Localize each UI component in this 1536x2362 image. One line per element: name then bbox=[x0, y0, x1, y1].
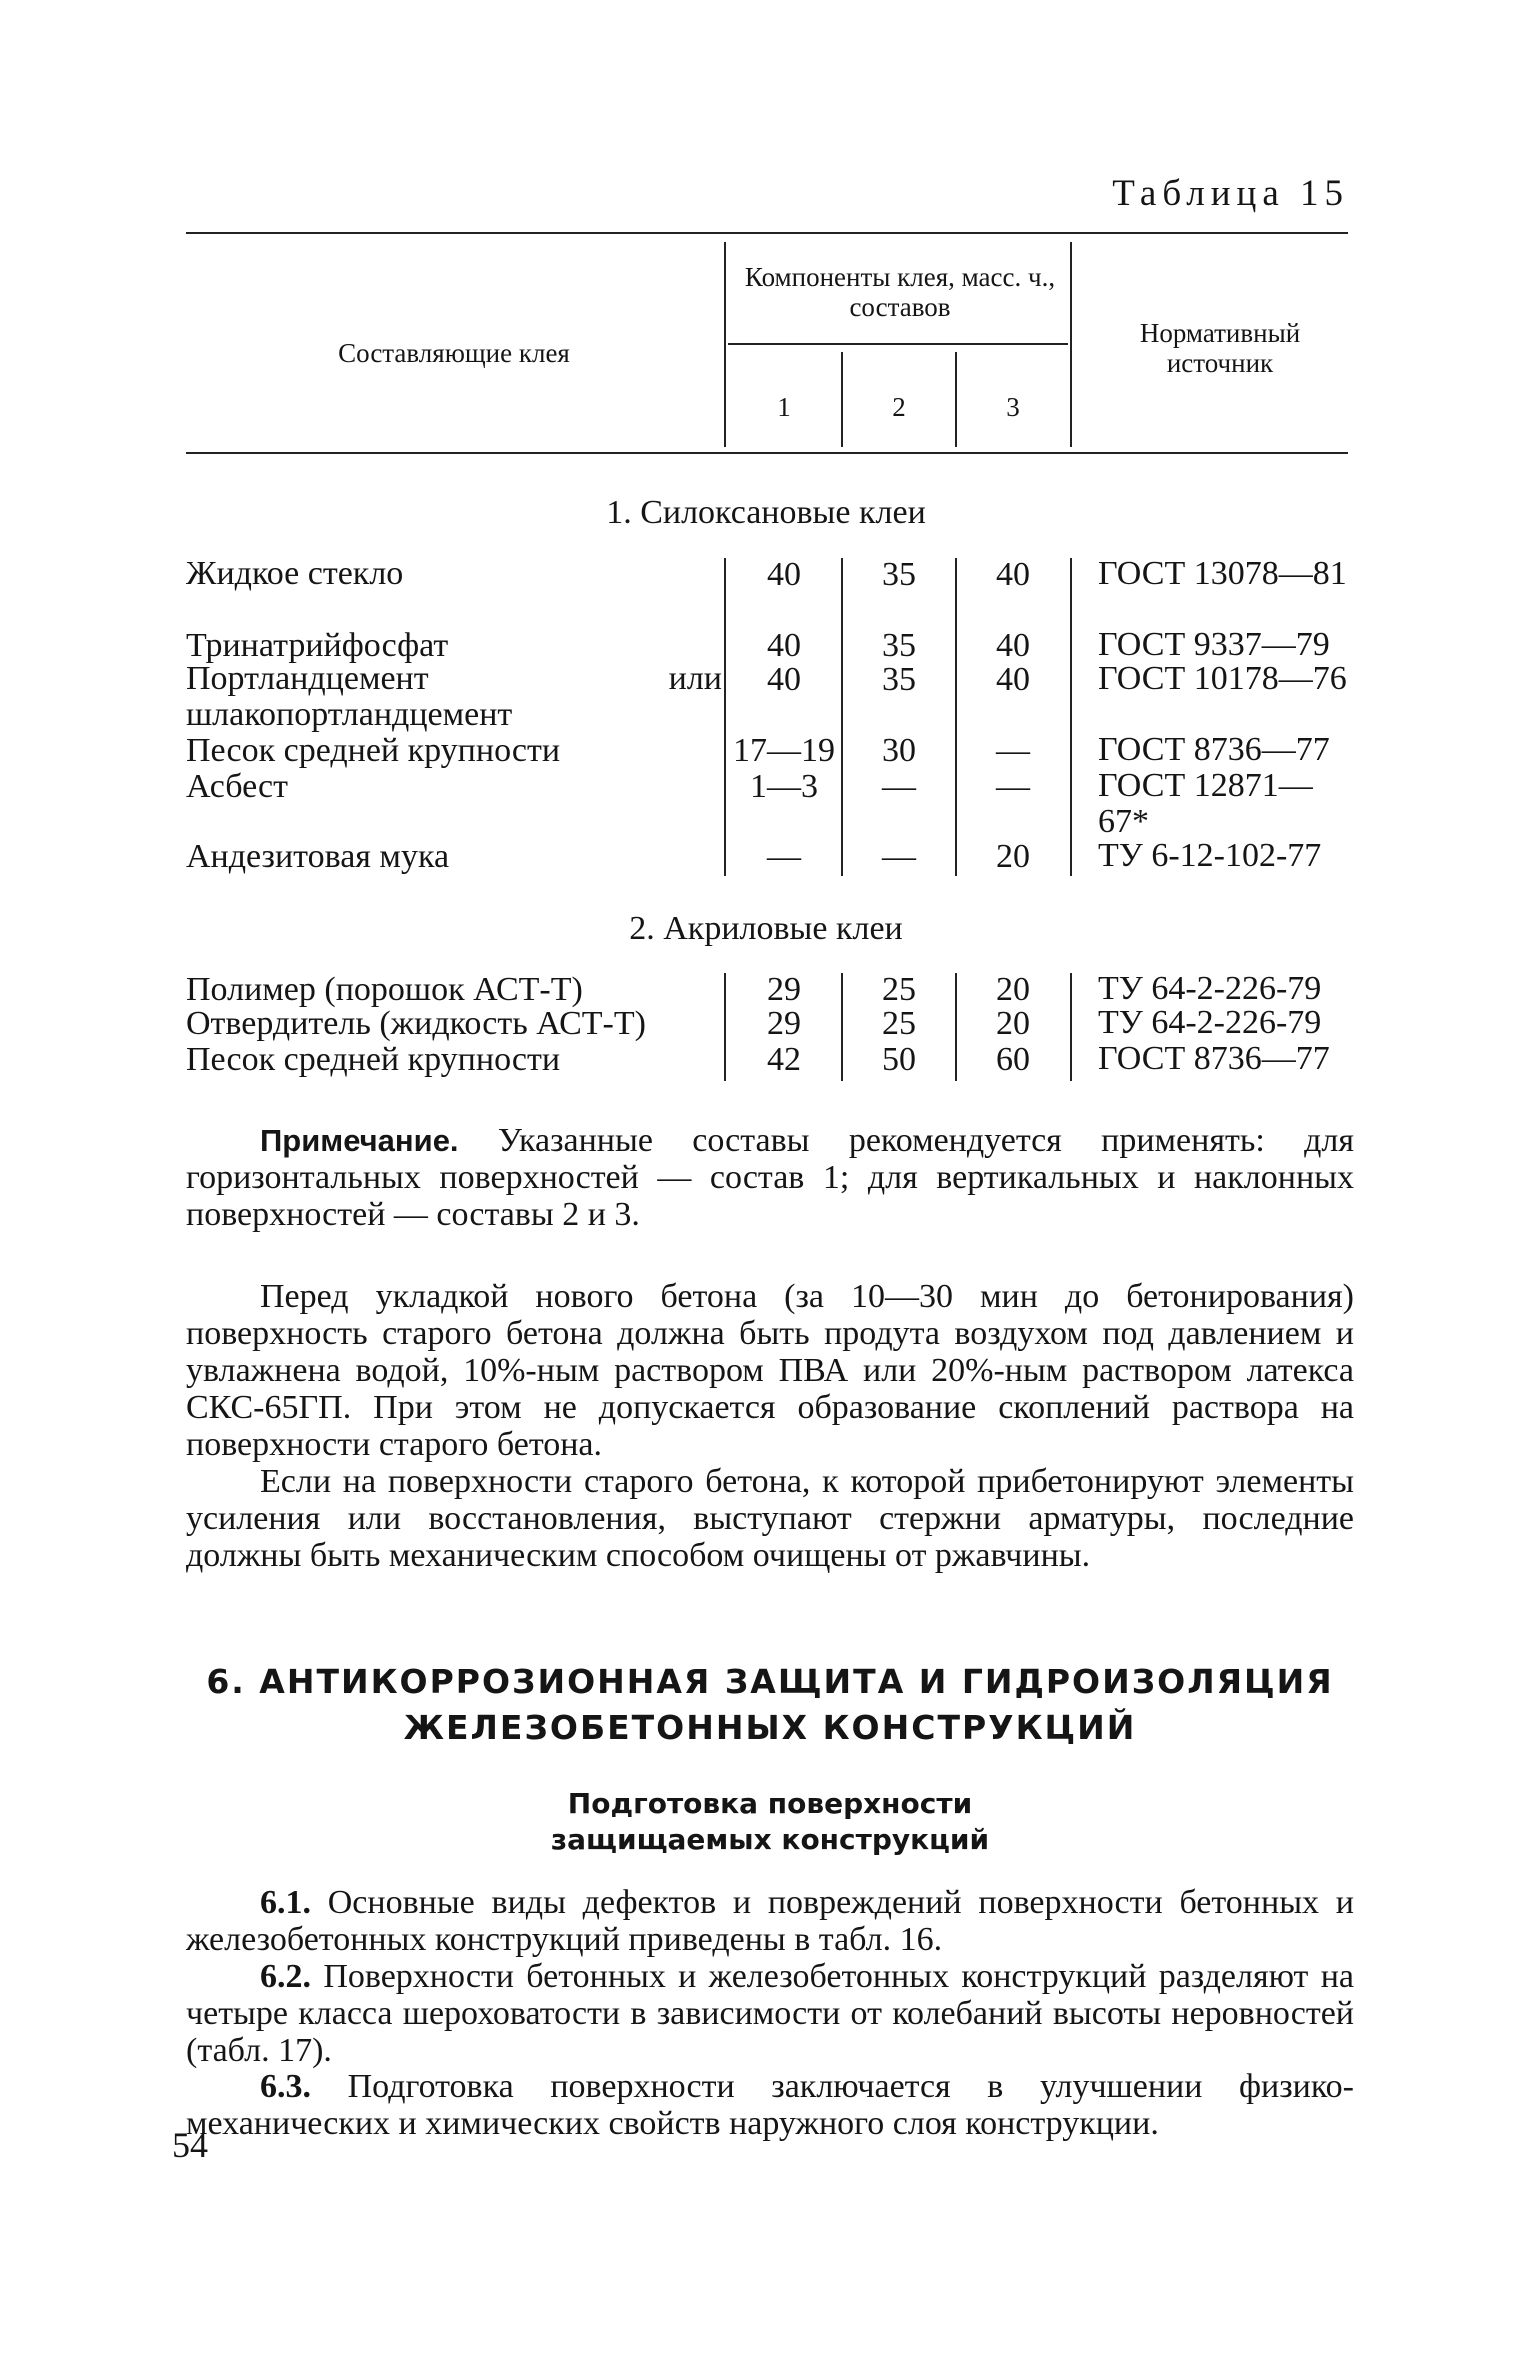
header-sub-2: 2 bbox=[892, 392, 906, 422]
row-value: 20 bbox=[996, 838, 1030, 875]
row-value: 60 bbox=[996, 1041, 1030, 1078]
row-value: 42 bbox=[767, 1041, 801, 1078]
table-note bbox=[186, 1122, 1354, 1233]
table-subheader-rule bbox=[728, 343, 1068, 345]
row-source: ГОСТ 8736—77 bbox=[1098, 731, 1330, 768]
page-number: 54 bbox=[172, 2125, 208, 2165]
row-value: — bbox=[882, 838, 916, 875]
paragraph: Перед укладкой нового бетона (за 10—30 мин до бетонирования) поверхность старого бетона должна быть продута воздухом под давлением и увлажнена водой, 10%-ным раствором ПВА или 20%-ным раствором латекса СКС-65ГП. При этом не допускается образование скоплений раствора на поверхности старого бетона. bbox=[186, 1278, 1354, 1463]
row-source: ГОСТ 10178—76 bbox=[1098, 660, 1347, 697]
row-value: — bbox=[767, 838, 801, 875]
row-name: Тринатрийфосфат bbox=[186, 627, 449, 664]
subsection-title-line-2: защищаемых конструкций bbox=[550, 1823, 990, 1856]
table-top-rule bbox=[186, 232, 1348, 234]
header-sub-3: 3 bbox=[1006, 392, 1020, 422]
row-value: 35 bbox=[882, 661, 916, 698]
row-value: — bbox=[996, 768, 1030, 805]
row-name: Отвердитель (жидкость АСТ-Т) bbox=[186, 1005, 646, 1042]
header-components: Составляющие клея bbox=[338, 338, 570, 368]
body-divider bbox=[955, 558, 957, 876]
row-value: 25 bbox=[882, 1005, 916, 1042]
row-value: 50 bbox=[882, 1041, 916, 1078]
row-name: Асбест bbox=[186, 768, 288, 805]
row-value: 40 bbox=[996, 627, 1030, 664]
row-value: 25 bbox=[882, 971, 916, 1008]
item-text: Поверхности бетонных и железобетонных конструкций разделяют на четыре класса шероховатости в зависимости от колебаний высоты неровностей (табл. 17). bbox=[186, 1958, 1355, 2069]
paragraph: Если на поверхности старого бетона, к которой прибетонируют элементы усиления или восстановления, выступают стержни арматуры, последние должны быть механическим способом очищены от ржавчины. bbox=[186, 1463, 1354, 1574]
row-value: — bbox=[996, 732, 1030, 769]
body-divider bbox=[1070, 973, 1072, 1081]
item-text: Подготовка поверхности заключается в улучшении физико-механических и химических свойств наружного слоя конструкции. bbox=[186, 2068, 1354, 2142]
row-source: ГОСТ 8736—77 bbox=[1098, 1040, 1330, 1077]
row-value: 20 bbox=[996, 971, 1030, 1008]
row-name: Андезитовая мука bbox=[186, 838, 450, 875]
subsection-title-line-1: Подготовка поверхности bbox=[567, 1787, 973, 1820]
table-row bbox=[186, 556, 403, 592]
row-value: 40 bbox=[767, 627, 801, 664]
row-source: ГОСТ 13078—81 bbox=[1098, 555, 1347, 592]
row-source: ТУ 6-12-102-77 bbox=[1098, 837, 1322, 874]
section-1-title: 1. Силоксановые клеи bbox=[606, 494, 926, 531]
item-number: 6.2. bbox=[260, 1958, 311, 1995]
body-divider bbox=[841, 558, 843, 876]
row-name: Песок средней крупности bbox=[186, 732, 561, 769]
row-value: 17—19 bbox=[733, 732, 835, 769]
numbered-item bbox=[186, 1958, 1354, 2069]
body-divider bbox=[724, 973, 726, 1081]
row-value: 29 bbox=[767, 1005, 801, 1042]
row-name: Портландцемент или шлакопортландцемент bbox=[186, 660, 722, 733]
row-value: 40 bbox=[996, 661, 1030, 698]
row-value: 40 bbox=[996, 556, 1030, 593]
item-text: Основные виды дефектов и повреждений поверхности бетонных и железобетонных конструкций приведены в табл. 16. bbox=[186, 1884, 1354, 1958]
section-6-title-line-1: 6. АНТИКОРРОЗИОННАЯ ЗАЩИТА И ГИДРОИЗОЛЯЦИЯ bbox=[206, 1662, 1334, 1701]
header-group: Компоненты клея, масс. ч., составов bbox=[744, 262, 1056, 322]
numbered-item bbox=[186, 1884, 1354, 1958]
body-divider bbox=[1070, 558, 1072, 876]
row-value: 1—3 bbox=[750, 768, 818, 805]
table-title: Таблица 15 bbox=[1112, 173, 1349, 214]
row-value: 20 bbox=[996, 1005, 1030, 1042]
numbered-item bbox=[186, 2068, 1354, 2142]
row-name: Песок средней крупности bbox=[186, 1041, 561, 1078]
note-label: Примечание. bbox=[260, 1123, 459, 1158]
row-source: ГОСТ 9337—79 bbox=[1098, 626, 1330, 663]
row-source: ТУ 64-2-226-79 bbox=[1098, 1004, 1322, 1041]
row-source: ТУ 64-2-226-79 bbox=[1098, 970, 1322, 1007]
item-number: 6.1. bbox=[260, 1884, 311, 1921]
header-divider bbox=[724, 242, 726, 447]
row-value: 40 bbox=[767, 556, 801, 593]
header-source: Нормативный источник bbox=[1139, 318, 1301, 378]
row-name: Полимер (порошок АСТ-Т) bbox=[186, 971, 583, 1008]
row-value: 35 bbox=[882, 627, 916, 664]
section-6-title-line-2: ЖЕЛЕЗОБЕТОННЫХ КОНСТРУКЦИЙ bbox=[403, 1708, 1137, 1747]
table-header-bottom-rule bbox=[186, 452, 1348, 454]
row-value: — bbox=[882, 768, 916, 805]
header-sub-1: 1 bbox=[777, 392, 791, 422]
row-value: 40 bbox=[767, 661, 801, 698]
row-value: 30 bbox=[882, 732, 916, 769]
row-value: 29 bbox=[767, 971, 801, 1008]
section-2-title: 2. Акриловые клеи bbox=[629, 910, 903, 947]
note-text: Указанные составы рекомендуется применять: для горизонтальных поверхностей — состав 1; для вертикальных и наклонных поверхностей — составы 2 и 3. bbox=[186, 1122, 1355, 1233]
row-name: Жидкое стекло bbox=[186, 555, 404, 592]
body-divider bbox=[724, 558, 726, 876]
item-number: 6.3. bbox=[260, 2068, 311, 2105]
row-source: ГОСТ 12871—67* bbox=[1098, 767, 1313, 840]
header-divider bbox=[1070, 242, 1072, 447]
row-value: 35 bbox=[882, 556, 916, 593]
